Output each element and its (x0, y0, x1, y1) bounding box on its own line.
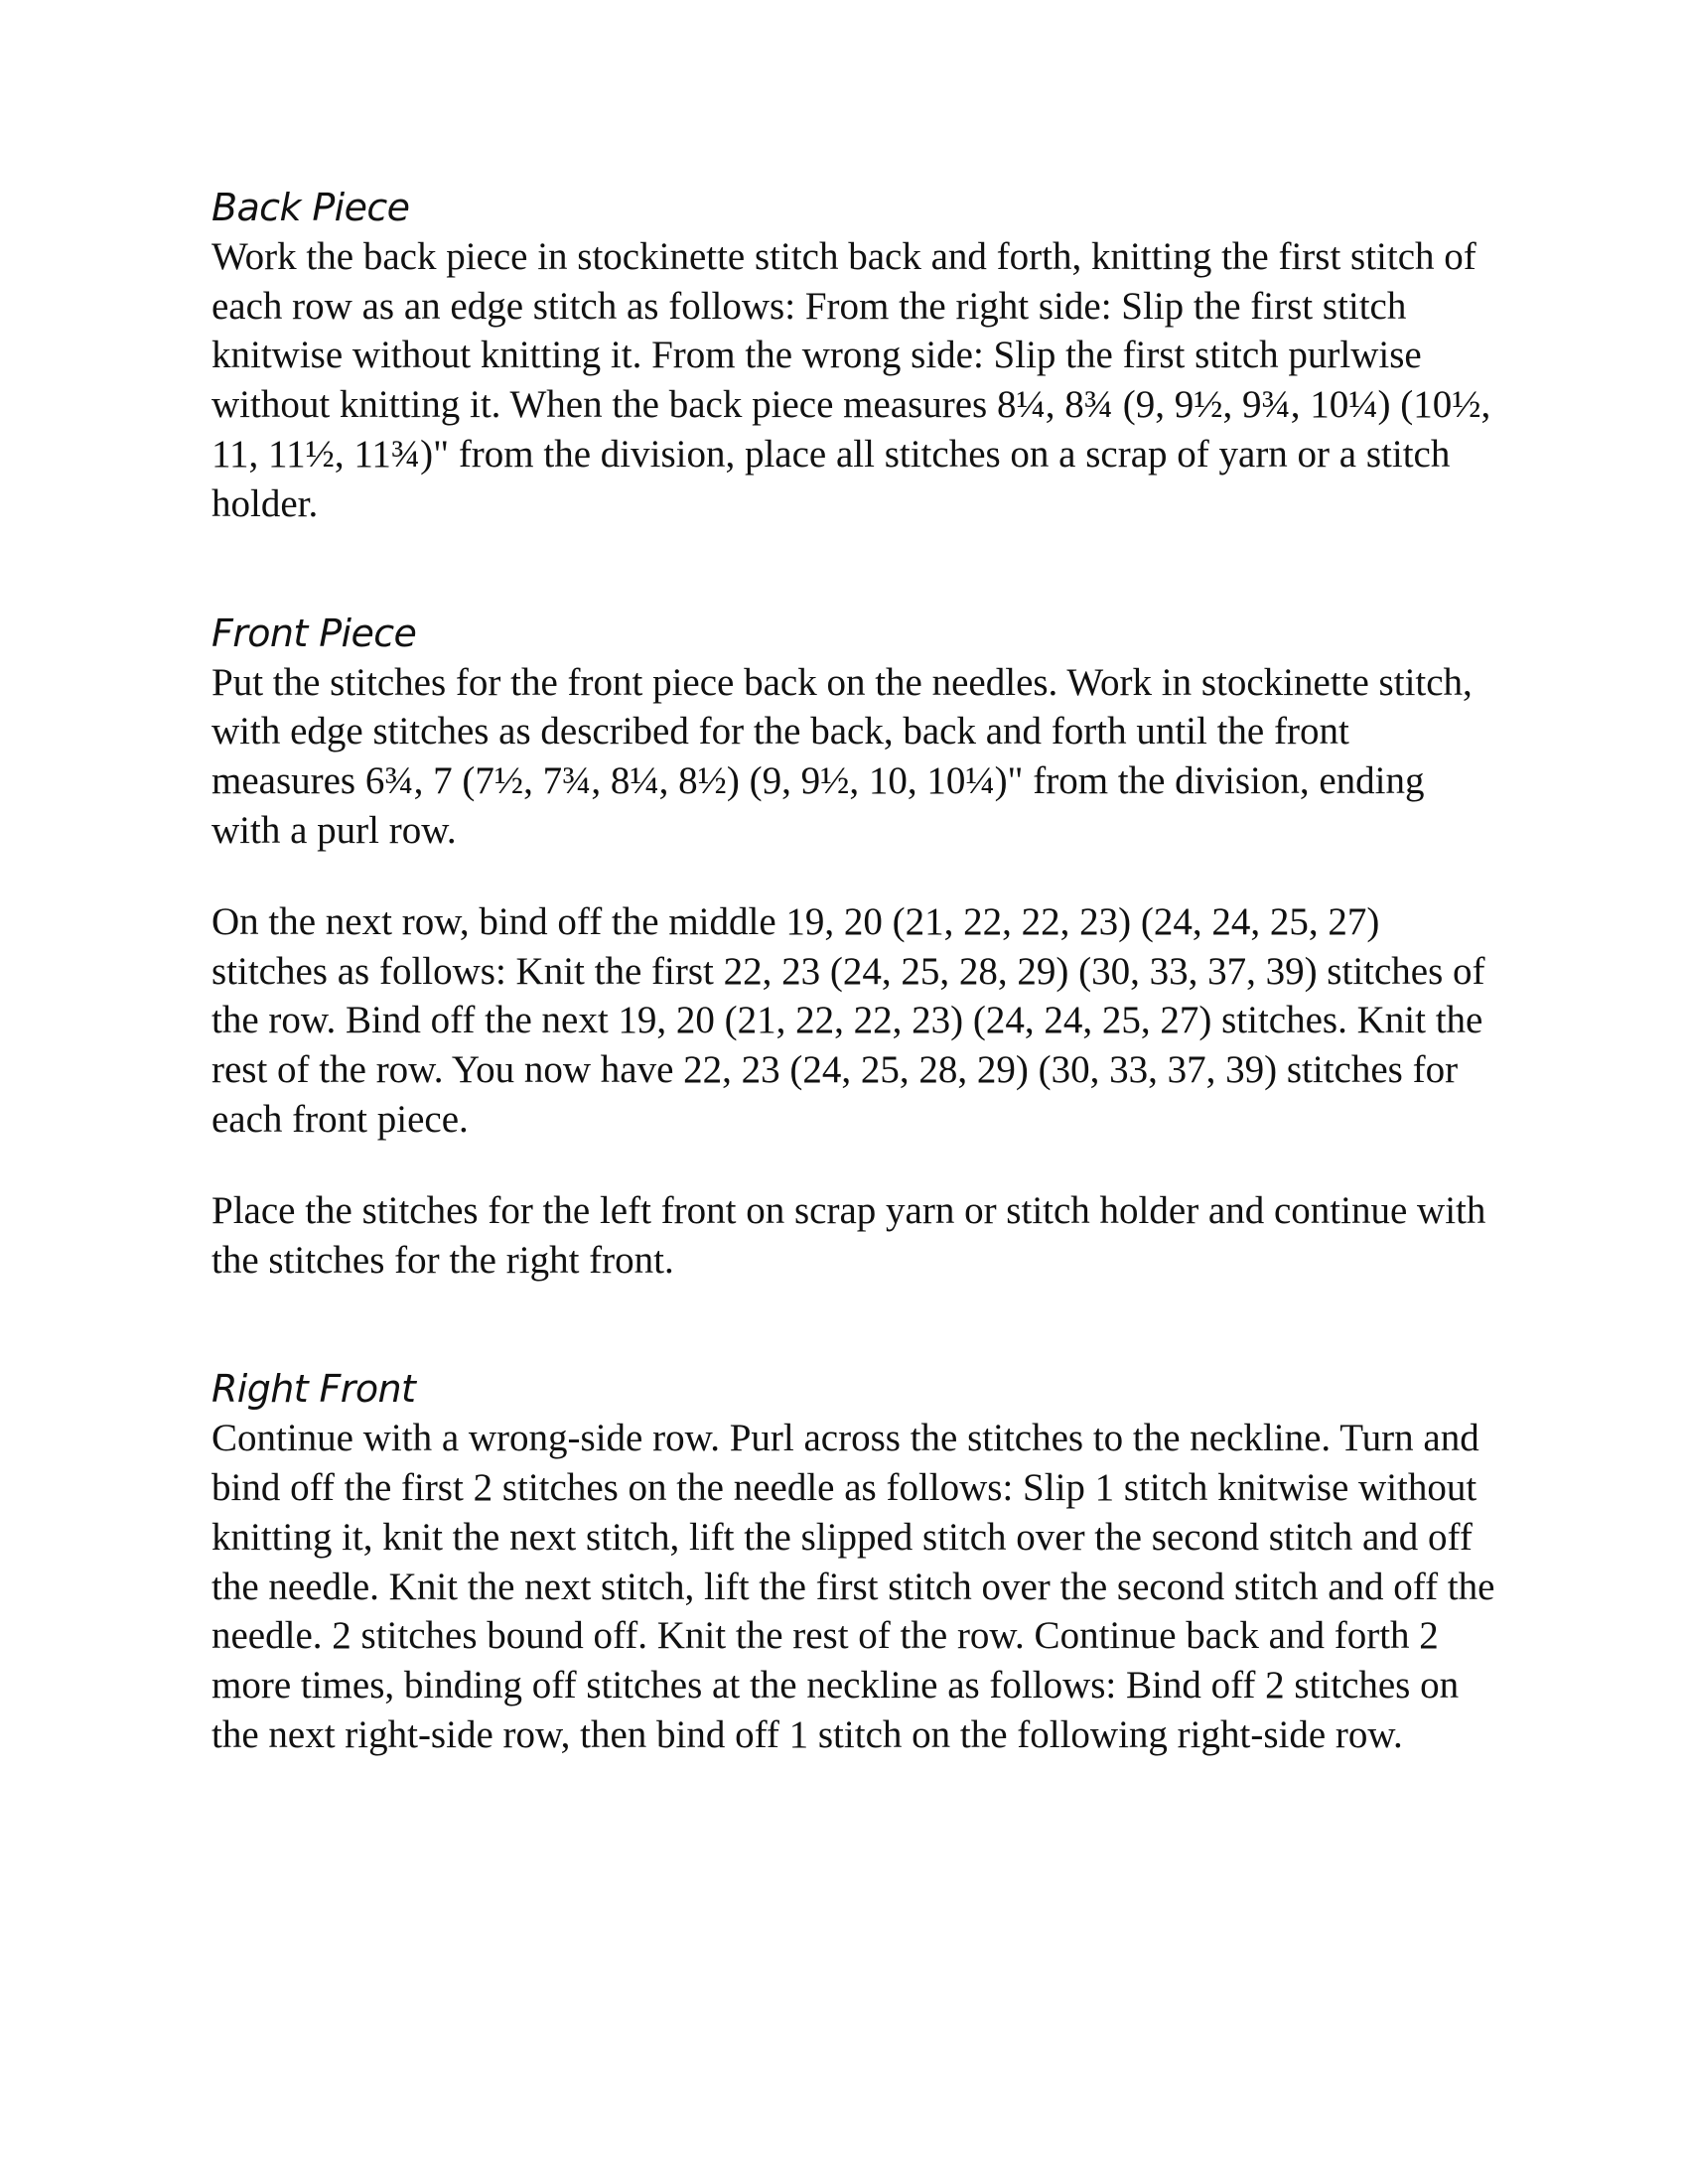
section-heading: Back Piece (211, 186, 410, 229)
section-heading: Right Front (211, 1367, 416, 1412)
paragraph: Place the stitches for the left front on scrap yarn or stitch holder and continue with the stitches for the right front. (211, 1188, 1486, 1282)
paragraph: On the next row, bind off the middle 19, 20 (21, 22, 22, 23) (24, 24, 25, 27) stitches as follows: Knit the first 22, 23 (24, 25, 28, 29) (30, 33, 37, 39) stitches of the row. Bind off the next 19, 20 (21, 22, 22, 23) (24, 24, 25, 27) stitches. Knit the rest of the row. You now have 22, 23 (24, 25, 28, 29) (30, 33, 37, 39) stitches for each front piece. (211, 899, 1485, 1141)
section-front-piece (211, 611, 1502, 1286)
section-right-front (211, 1367, 1502, 1759)
paragraph: Work the back piece in stockinette stitch back and forth, knitting the first stitch of each row as an edge stitch as follows: From the right side: Slip the first stitch knitwise without knitting it. From the wrong side: Slip the first stitch purlwise without knitting it. When the back piece measures 8¼, 8¾ (9, 9½, 9¾, 10¼) (10½, 11, 11½, 11¾)" from the division, place all stitches on a scrap of yarn or a stitch holder. (211, 234, 1491, 525)
section-back-piece (211, 186, 1502, 529)
section-heading: Front Piece (211, 611, 417, 655)
paragraph: Continue with a wrong-side row. Purl across the stitches to the neckline. Turn and bind off the first 2 stitches on the needle as follows: Slip 1 stitch knitwise without knitting it, knit the next stitch, lift the slipped stitch over the second stitch and off the needle. Knit the next stitch, lift the first stitch over the second stitch and off the needle. 2 stitches bound off. Knit the rest of the row. Continue back and forth 2 more times, binding off stitches at the neckline as follows: Bind off 2 stitches on the next right-side row, then bind off 1 stitch on the following right-side row. (211, 1417, 1495, 1756)
document-page (211, 186, 1502, 1760)
paragraph: Put the stitches for the front piece back on the needles. Work in stockinette stitch, with edge stitches as described for the back, back and forth until the front measures 6¾, 7 (7½, 7¾, 8¼, 8½) (9, 9½, 10, 10¼)" from the division, ending with a purl row. (211, 660, 1473, 852)
